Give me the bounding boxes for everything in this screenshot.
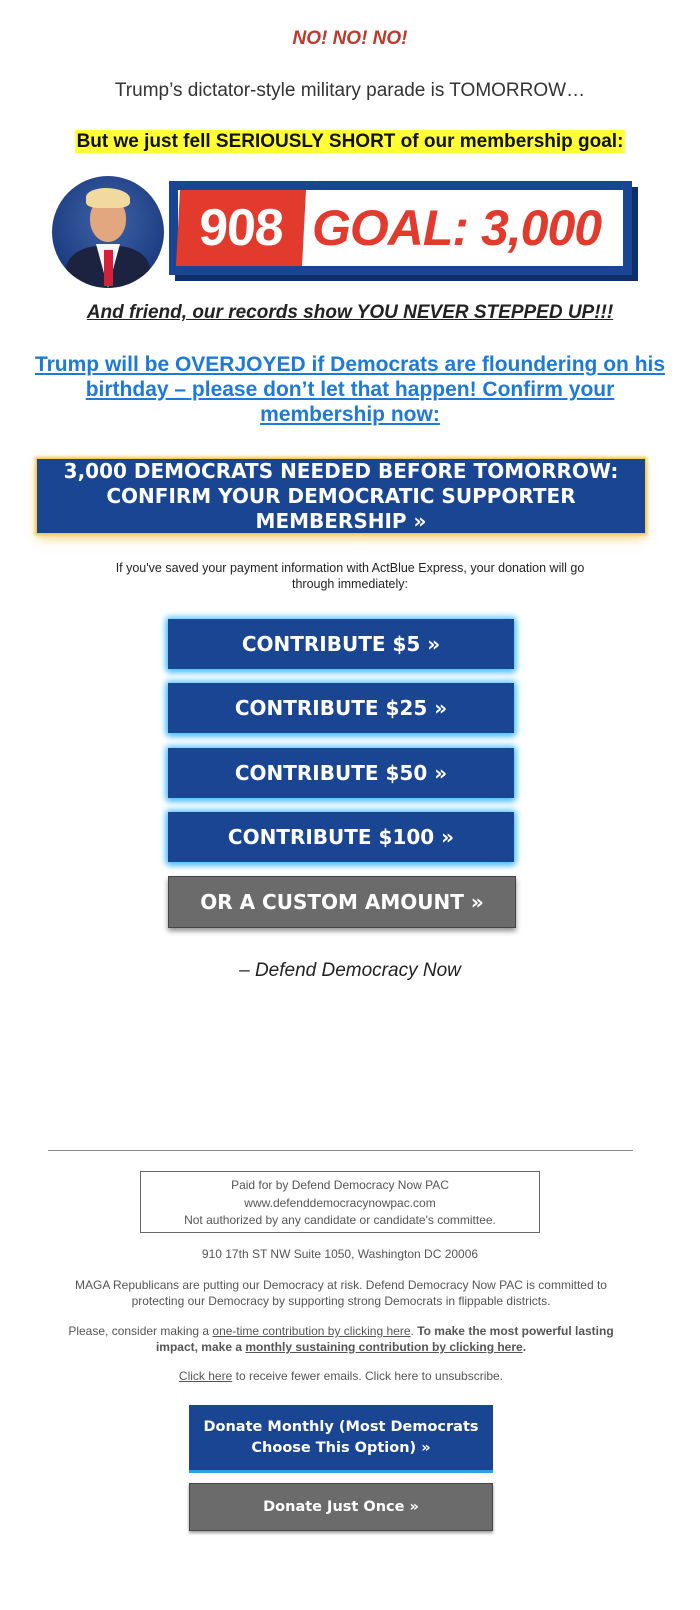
website-text: www.defenddemocracynowpac.com bbox=[244, 1195, 436, 1210]
contribute-50-button[interactable]: CONTRIBUTE $50 » bbox=[168, 748, 514, 798]
fewer-emails-link[interactable]: Click here bbox=[178, 1369, 233, 1383]
parade-line: Trump’s dictator-style military parade is TOMORROW… bbox=[114, 80, 586, 101]
monthly-contribution-link[interactable]: monthly sustaining contribution by clicking here bbox=[245, 1340, 523, 1354]
donate-once-button[interactable]: Donate Just Once » bbox=[189, 1483, 493, 1531]
goal-banner bbox=[169, 181, 632, 275]
mission-statement: MAGA Republicans are putting our Democracy at risk. Defend Democracy Now PAC is committed to protecting our Democracy by supporting strong Democrats in flippable districts. bbox=[75, 1278, 607, 1308]
period-2: . bbox=[522, 1340, 527, 1354]
email-preferences bbox=[0, 1369, 682, 1383]
records-line: And friend, our records show YOU NEVER STEPPED UP!!! bbox=[86, 302, 614, 323]
footer-divider bbox=[48, 1150, 633, 1151]
trump-portrait bbox=[52, 176, 164, 288]
one-time-contribution-link[interactable]: one-time contribution by clicking here bbox=[212, 1324, 411, 1338]
signoff: – Defend Democracy Now bbox=[239, 960, 461, 981]
fewer-emails-text: to receive fewer emails. Click here to unsubscribe. bbox=[232, 1369, 504, 1383]
contribute-5-button[interactable]: CONTRIBUTE $5 » bbox=[168, 619, 514, 669]
confirm-membership-link[interactable]: Trump will be OVERJOYED if Democrats are floundering on his birthday – please don’t let that happen! Confirm your membership now: bbox=[34, 353, 666, 426]
mailing-address: 910 17th ST NW Suite 1050, Washington DC 20006 bbox=[201, 1247, 479, 1261]
actblue-note: If you've saved your payment information with ActBlue Express, your donation will go through immediately: bbox=[115, 561, 585, 591]
donate-monthly-button[interactable]: Donate Monthly (Most Democrats Choose This Option) » bbox=[189, 1405, 493, 1473]
monthly-prompt-prefix: To make the most powerful lasting impact, make a bbox=[155, 1324, 614, 1354]
cta-line-1: 3,000 DEMOCRATS NEEDED BEFORE TOMORROW: bbox=[63, 458, 619, 483]
paid-for-box bbox=[140, 1171, 540, 1233]
custom-amount-button[interactable]: OR A CUSTOM AMOUNT » bbox=[168, 876, 516, 928]
cta-line-2: CONFIRM YOUR DEMOCRATIC SUPPORTER MEMBERSHIP » bbox=[106, 483, 576, 533]
highlight-line bbox=[0, 131, 700, 153]
please-prefix: Please, consider making a bbox=[68, 1324, 213, 1338]
confirm-membership-button[interactable] bbox=[37, 459, 645, 533]
paid-for-text: Paid for by Defend Democracy Now PAC bbox=[231, 1178, 449, 1192]
goal-current-count: 908 bbox=[176, 190, 306, 266]
headline: NO! NO! NO! bbox=[292, 28, 408, 49]
contribution-prompt bbox=[50, 1323, 632, 1355]
contribute-100-button[interactable]: CONTRIBUTE $100 » bbox=[168, 812, 514, 862]
not-authorized-text: Not authorized by any candidate or candidate's committee. bbox=[184, 1213, 496, 1227]
contribute-25-button[interactable]: CONTRIBUTE $25 » bbox=[168, 683, 514, 733]
highlight-text: But we just fell SERIOUSLY SHORT of our membership goal: bbox=[76, 131, 624, 152]
period-1: . bbox=[410, 1324, 418, 1338]
goal-target-label: GOAL: 3,000 bbox=[312, 200, 602, 256]
goal-graphic bbox=[52, 176, 652, 288]
